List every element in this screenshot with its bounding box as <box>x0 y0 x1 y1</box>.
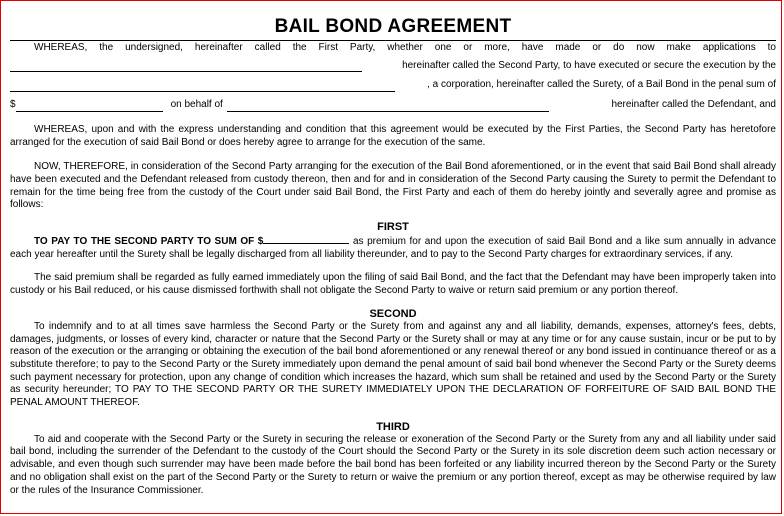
title-rule <box>10 40 776 41</box>
second-paragraph: To indemnify and to at all times save harmless the Second Party or the Surety from and against any and all liability, demands, expenses, attorney's fees, debts, damages, judgments, or losses of every kind, character or nature that the Second Party or the Surety shall or may at any time or for any cause sustain, incur or be put to by reason of the execution or the arranging or obtaining the execution of the bail bond aforementioned or any renewal thereof or any bond issued in continuance thereof or as a substitute therefore; to pay to the Second Party or the Surety immediately upon demand the penal amount of said bail bond whenever the Second Party or the Surety deems such payment necessary for protection, upon any change of condition which increases the hazard, which sum shall be retained and used by the Second Party or the Surety as security hereunder; TO PAY TO THE SECOND PARTY OR THE SURETY IMMEDIATELY UPON THE DECLARATION OF FORFEITURE OF SAID BAIL BOND THE PENAL AMOUNT THEREOF. <box>10 320 776 409</box>
second-party-name-field[interactable] <box>10 61 362 72</box>
section-first-heading: FIRST <box>377 221 409 234</box>
now-therefore-paragraph: NOW, THEREFORE, in consideration of the Second Party arranging for the execution of the Bail Bond aforementioned, or in the event that said Bail Bond shall already have been executed and the Defendant released from custody thereon, then and for and in consideration of the Second Party causing the Surety to permit the Defendant to remain for the time being free from the custody of the Court under said Bail Bond, the First Party and each of them do hereby jointly and severally agree and promise as follows: <box>10 161 776 211</box>
defendant-text: hereinafter called the Defendant, and <box>611 99 776 111</box>
dollar-sign: $ <box>10 99 16 111</box>
penal-sum-field[interactable] <box>16 101 163 112</box>
premium-amount-field[interactable] <box>263 234 349 244</box>
document-title: BAIL BOND AGREEMENT <box>274 16 512 37</box>
third-paragraph: To aid and cooperate with the Second Party or the Surety in securing the release or exoneration of the Second Party or the Surety from any and all liability under said bail bond, including the surrender of the Defendant to the custody of the Court should the Second Party or the Surety in its sole discretion deem such action necessary or advisable, and even though such surrender may have been made before the bail bond has been forfeited or any liability incurred thereon by the Second Party or the Surety and no obligation shall exist on the part of the Second Party or the Surety to return or waive the premium or any portion thereof, except as may be otherwise required by law or the rules of the Insurance Commissioner. <box>10 433 776 496</box>
whereas-line-3-text: , a corporation, hereinafter called the Surety, of a Bail Bond in the penal sum of <box>427 79 776 91</box>
whereas-line-2-text: hereinafter called the Second Party, to have executed or secure the execution by the <box>402 59 776 71</box>
section-second-heading: SECOND <box>369 307 417 320</box>
defendant-name-field[interactable] <box>227 101 549 112</box>
on-behalf-text: on behalf of <box>170 99 223 111</box>
first-paragraph <box>10 234 776 261</box>
first-lead-text: TO PAY TO THE SECOND PARTY TO SUM OF $ <box>34 236 264 248</box>
whereas-line-3 <box>10 79 776 92</box>
document-body <box>10 1 776 497</box>
section-third-heading: THIRD <box>376 420 410 433</box>
whereas-paragraph-2: WHEREAS, upon and with the express understanding and condition that this agreement would be executed by the First Parties, the Second Party has heretofore arranged for the execution of said Bail Bond or does hereby agree to arrange for the execution of the same. <box>10 123 776 148</box>
whereas-line-4 <box>10 99 776 112</box>
first-paragraph-2: The said premium shall be regarded as fully earned immediately upon the filing of said Bail Bond, and the fact that the Defendant may have been improperly taken into custody or his Bail reduced, or his cause dismissed forthwith shall not obligate the Second Party to waive or return said premium or any portion thereof. <box>10 272 776 297</box>
whereas-line-1: WHEREAS, the undersigned, hereinafter called the First Party, whether one or more, have made or do now make applications to <box>34 42 776 53</box>
whereas-line-2 <box>10 60 776 73</box>
surety-name-field[interactable] <box>10 81 395 92</box>
first-rest-text: as premium for and upon the execution of said Bail Bond and a like sum annually in advance each year hereafter until the Surety shall be legally discharged from all liability thereunder, and to pay to the Second Party charges for extraordinary services, if any. <box>10 236 777 260</box>
